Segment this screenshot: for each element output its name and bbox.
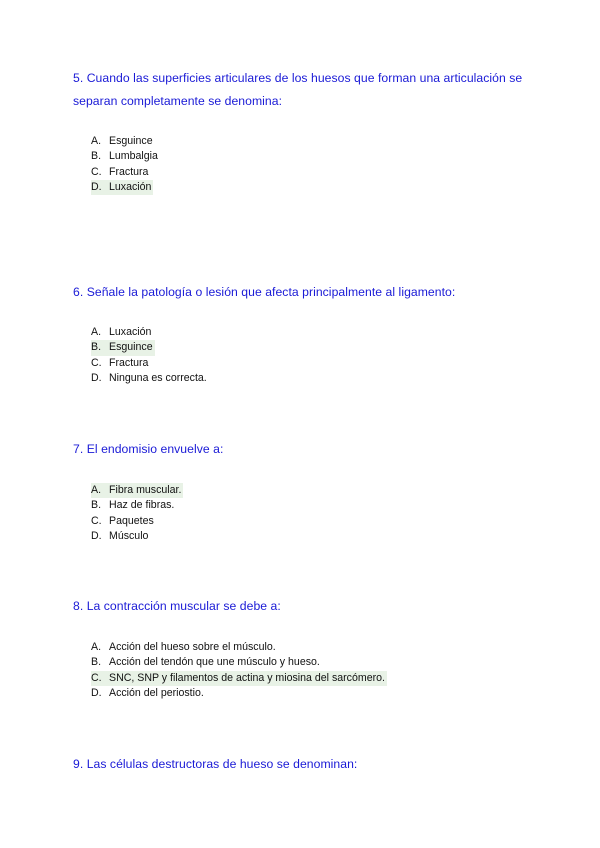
- option-text: Acción del periostio.: [109, 686, 204, 699]
- option-text: Esguince: [109, 135, 153, 147]
- option-letter: B.: [91, 341, 102, 354]
- option-d[interactable]: [91, 180, 160, 195]
- option-text: Ninguna es correcta.: [109, 371, 207, 384]
- option-c[interactable]: [91, 165, 160, 180]
- option-text: Luxación: [109, 326, 152, 338]
- option-letter: C.: [91, 514, 102, 527]
- question-text: 5. Cuando las superficies articulares de los huesos que forman una articulación se separan completamente se denomina:: [73, 71, 523, 108]
- option-text: Fractura: [109, 165, 149, 178]
- option-letter: C.: [91, 165, 102, 178]
- question-text: 9. Las células destructoras de hueso se denominan:: [73, 757, 358, 771]
- option-c[interactable]: [91, 356, 209, 371]
- question-7: [73, 438, 553, 542]
- question-text: 8. La contracción muscular se debe a:: [73, 599, 281, 613]
- option-text: Músculo: [109, 529, 149, 542]
- option-text: Lumbalgia: [109, 150, 158, 163]
- option-b[interactable]: [91, 149, 160, 164]
- option-b[interactable]: [91, 340, 209, 355]
- option-text: Luxación: [109, 180, 152, 193]
- question-text: 6. Señale la patología o lesión que afecta principalmente al ligamento:: [73, 285, 456, 299]
- option-text: Paquetes: [109, 514, 154, 527]
- option-text: Haz de fibras.: [109, 499, 175, 512]
- options-list: [91, 325, 209, 386]
- option-letter: C.: [91, 671, 102, 684]
- option-text: SNC, SNP y filamentos de actina y miosina del sarcómero.: [109, 671, 385, 684]
- option-d[interactable]: [91, 371, 209, 386]
- question-6: [73, 281, 553, 384]
- options-list: [91, 640, 387, 701]
- option-letter: D.: [91, 529, 102, 542]
- option-text: Acción del hueso sobre el músculo.: [109, 641, 276, 653]
- option-c[interactable]: [91, 671, 387, 686]
- option-a[interactable]: [91, 483, 183, 498]
- option-b[interactable]: [91, 498, 183, 513]
- option-text: Esguince: [109, 341, 153, 354]
- option-letter: D.: [91, 371, 102, 384]
- option-d[interactable]: [91, 686, 387, 701]
- option-letter: A.: [91, 135, 102, 147]
- option-letter: B.: [91, 656, 102, 669]
- option-text: Fractura: [109, 356, 149, 369]
- option-letter: B.: [91, 150, 102, 163]
- option-text: Fibra muscular.: [109, 484, 182, 496]
- option-a[interactable]: [91, 325, 209, 340]
- option-letter: C.: [91, 356, 102, 369]
- option-text: Acción del tendón que une músculo y hueso.: [109, 656, 320, 669]
- question-9: [73, 753, 553, 776]
- option-letter: D.: [91, 180, 102, 193]
- option-letter: B.: [91, 499, 102, 512]
- option-letter: D.: [91, 686, 102, 699]
- option-letter: A.: [91, 326, 102, 338]
- question-5: [73, 67, 553, 193]
- question-8: [73, 595, 553, 699]
- option-d[interactable]: [91, 529, 183, 544]
- option-b[interactable]: [91, 655, 387, 670]
- option-a[interactable]: [91, 134, 160, 149]
- question-text: 7. El endomisio envuelve a:: [73, 442, 224, 456]
- option-c[interactable]: [91, 514, 183, 529]
- option-letter: A.: [91, 484, 102, 496]
- options-list: [91, 483, 183, 544]
- option-letter: A.: [91, 641, 102, 653]
- options-list: [91, 134, 160, 195]
- option-a[interactable]: [91, 640, 387, 655]
